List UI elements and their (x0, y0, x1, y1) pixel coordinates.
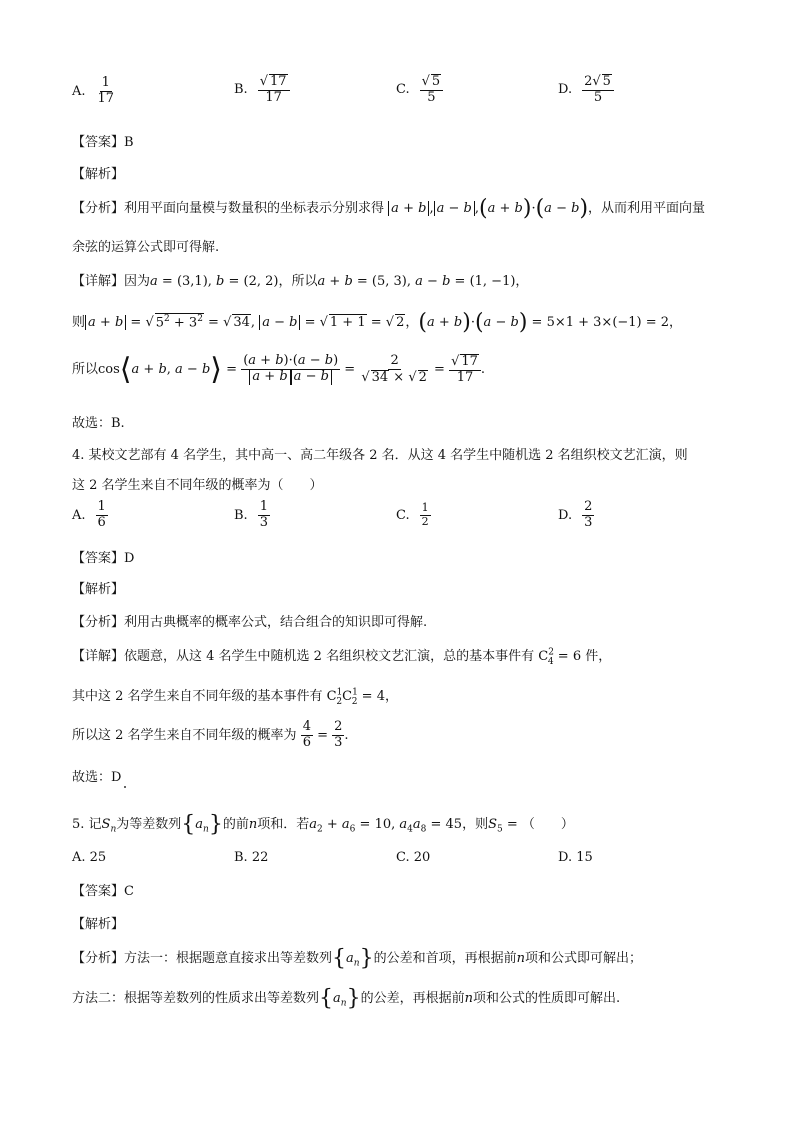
q3-conclusion: 故选：B. (72, 416, 125, 431)
q3-analysis-heading: 【解析】 (72, 167, 125, 182)
q4-analysis-heading: 【解析】 (72, 582, 125, 597)
q3-fenxi-line-2: 余弦的运算公式即可得解. (72, 240, 220, 255)
q3-detail-line-2: 则 a + b = √ $5^2 + 3^2$ = √ 34, a − b = √ 1 + 1 = √ 2，(a + b)·(a − b) = 5×1 + 3×(−1) = 2， (72, 310, 683, 335)
q4-detail-line-1: 【详解】依题意，从这 4 名学生中随机选 2 名组织校文艺汇演，总的基本事件有 $C^2_4 = 6$ 件， (72, 647, 612, 667)
q5-option-a: A. 25 (72, 850, 107, 865)
q3-option-d: D. $\frac{2√ 5}{5}$ (558, 74, 614, 106)
q5-option-d: D. 15 (558, 850, 593, 865)
q3-option-b: B. $\frac{√ 17}{17}$ (234, 74, 290, 106)
q4-option-d: D. $\frac{2}{3}$ (558, 499, 593, 530)
q5-answer: 【答案】C (72, 884, 134, 899)
q5-option-b: B. 22 (234, 850, 269, 865)
q4-conclusion: 故选：D (72, 770, 122, 785)
q5-option-c: C. 20 (396, 850, 431, 865)
q3-detail-line-3: 所以cos⟨a + b, a − b⟩ = $\frac{(a + b)\cdot(a - b)}{\text{a + b a − b}}$ = $\frac{2}{√ 34 \times √ 2}$ = $\frac{√ 17}{17}$ . (72, 352, 486, 387)
q4-fenxi: 【分析】利用古典概率的概率公式，结合组合的知识即可得解. (72, 615, 428, 630)
q4-detail-line-3: 所以这 2 名学生来自不同年级的概率为 $\frac{4}{6}$ = $\frac{2}{3}$ . (72, 719, 349, 750)
q5-analysis-heading: 【解析】 (72, 917, 125, 932)
q4-option-a: A. $\frac{1}{6}$ (72, 499, 106, 530)
q4-answer: 【答案】D (72, 551, 135, 566)
q4-option-c: C. $\frac{1}{2}$ (396, 501, 429, 528)
q4-stem-line-1: 4. 某校文艺部有 4 名学生，其中高一、高二年级各 2 名．从这 4 名学生中随机选 2 名组织校文艺汇演，则 (72, 448, 688, 463)
q4-option-b: B. $\frac{1}{3}$ (234, 499, 268, 530)
q3-fenxi-line-1: 【分析】利用平面向量模与数量积的坐标表示分别求得 a + b , a − b ,(a + b)·(a − b)，从而利用平面向量 (72, 196, 706, 221)
q5-stem: 5. 记$S_n$为等差数列$\{a_n\}$的前n项和．若$a_2 + a_6 = 10$, $a_4a_8 = 45$，则$S_5$ = （ ） (72, 812, 574, 837)
q3-detail-line-1: 【详解】因为a = (3,1), b = (2, 2)，所以a + b = (5, 3), a − b = (1, −1)， (72, 274, 529, 289)
stray-dot (124, 786, 126, 788)
q3-option-c: C. $\frac{√ 5}{5}$ (396, 74, 443, 106)
q3-answer: 【答案】B (72, 135, 134, 150)
q5-fenxi-line-2: 方法二：根据等差数列的性质求出等差数列$\{a_n\}$的公差，再根据前n项和公式的性质即可解出. (72, 986, 621, 1011)
q3-option-a: A. $\frac{1}{17}$ (72, 75, 115, 106)
q5-fenxi-line-1: 【分析】方法一：根据题意直接求出等差数列$\{a_n\}$的公差和首项，再根据前n项和公式即可解出； (72, 946, 642, 971)
q4-detail-line-2: 其中这 2 名学生来自不同年级的基本事件有 $C^1_2C^1_2 = 4$， (72, 687, 398, 707)
q4-stem-line-2: 这 2 名学生来自不同年级的概率为（ ） (72, 478, 323, 493)
